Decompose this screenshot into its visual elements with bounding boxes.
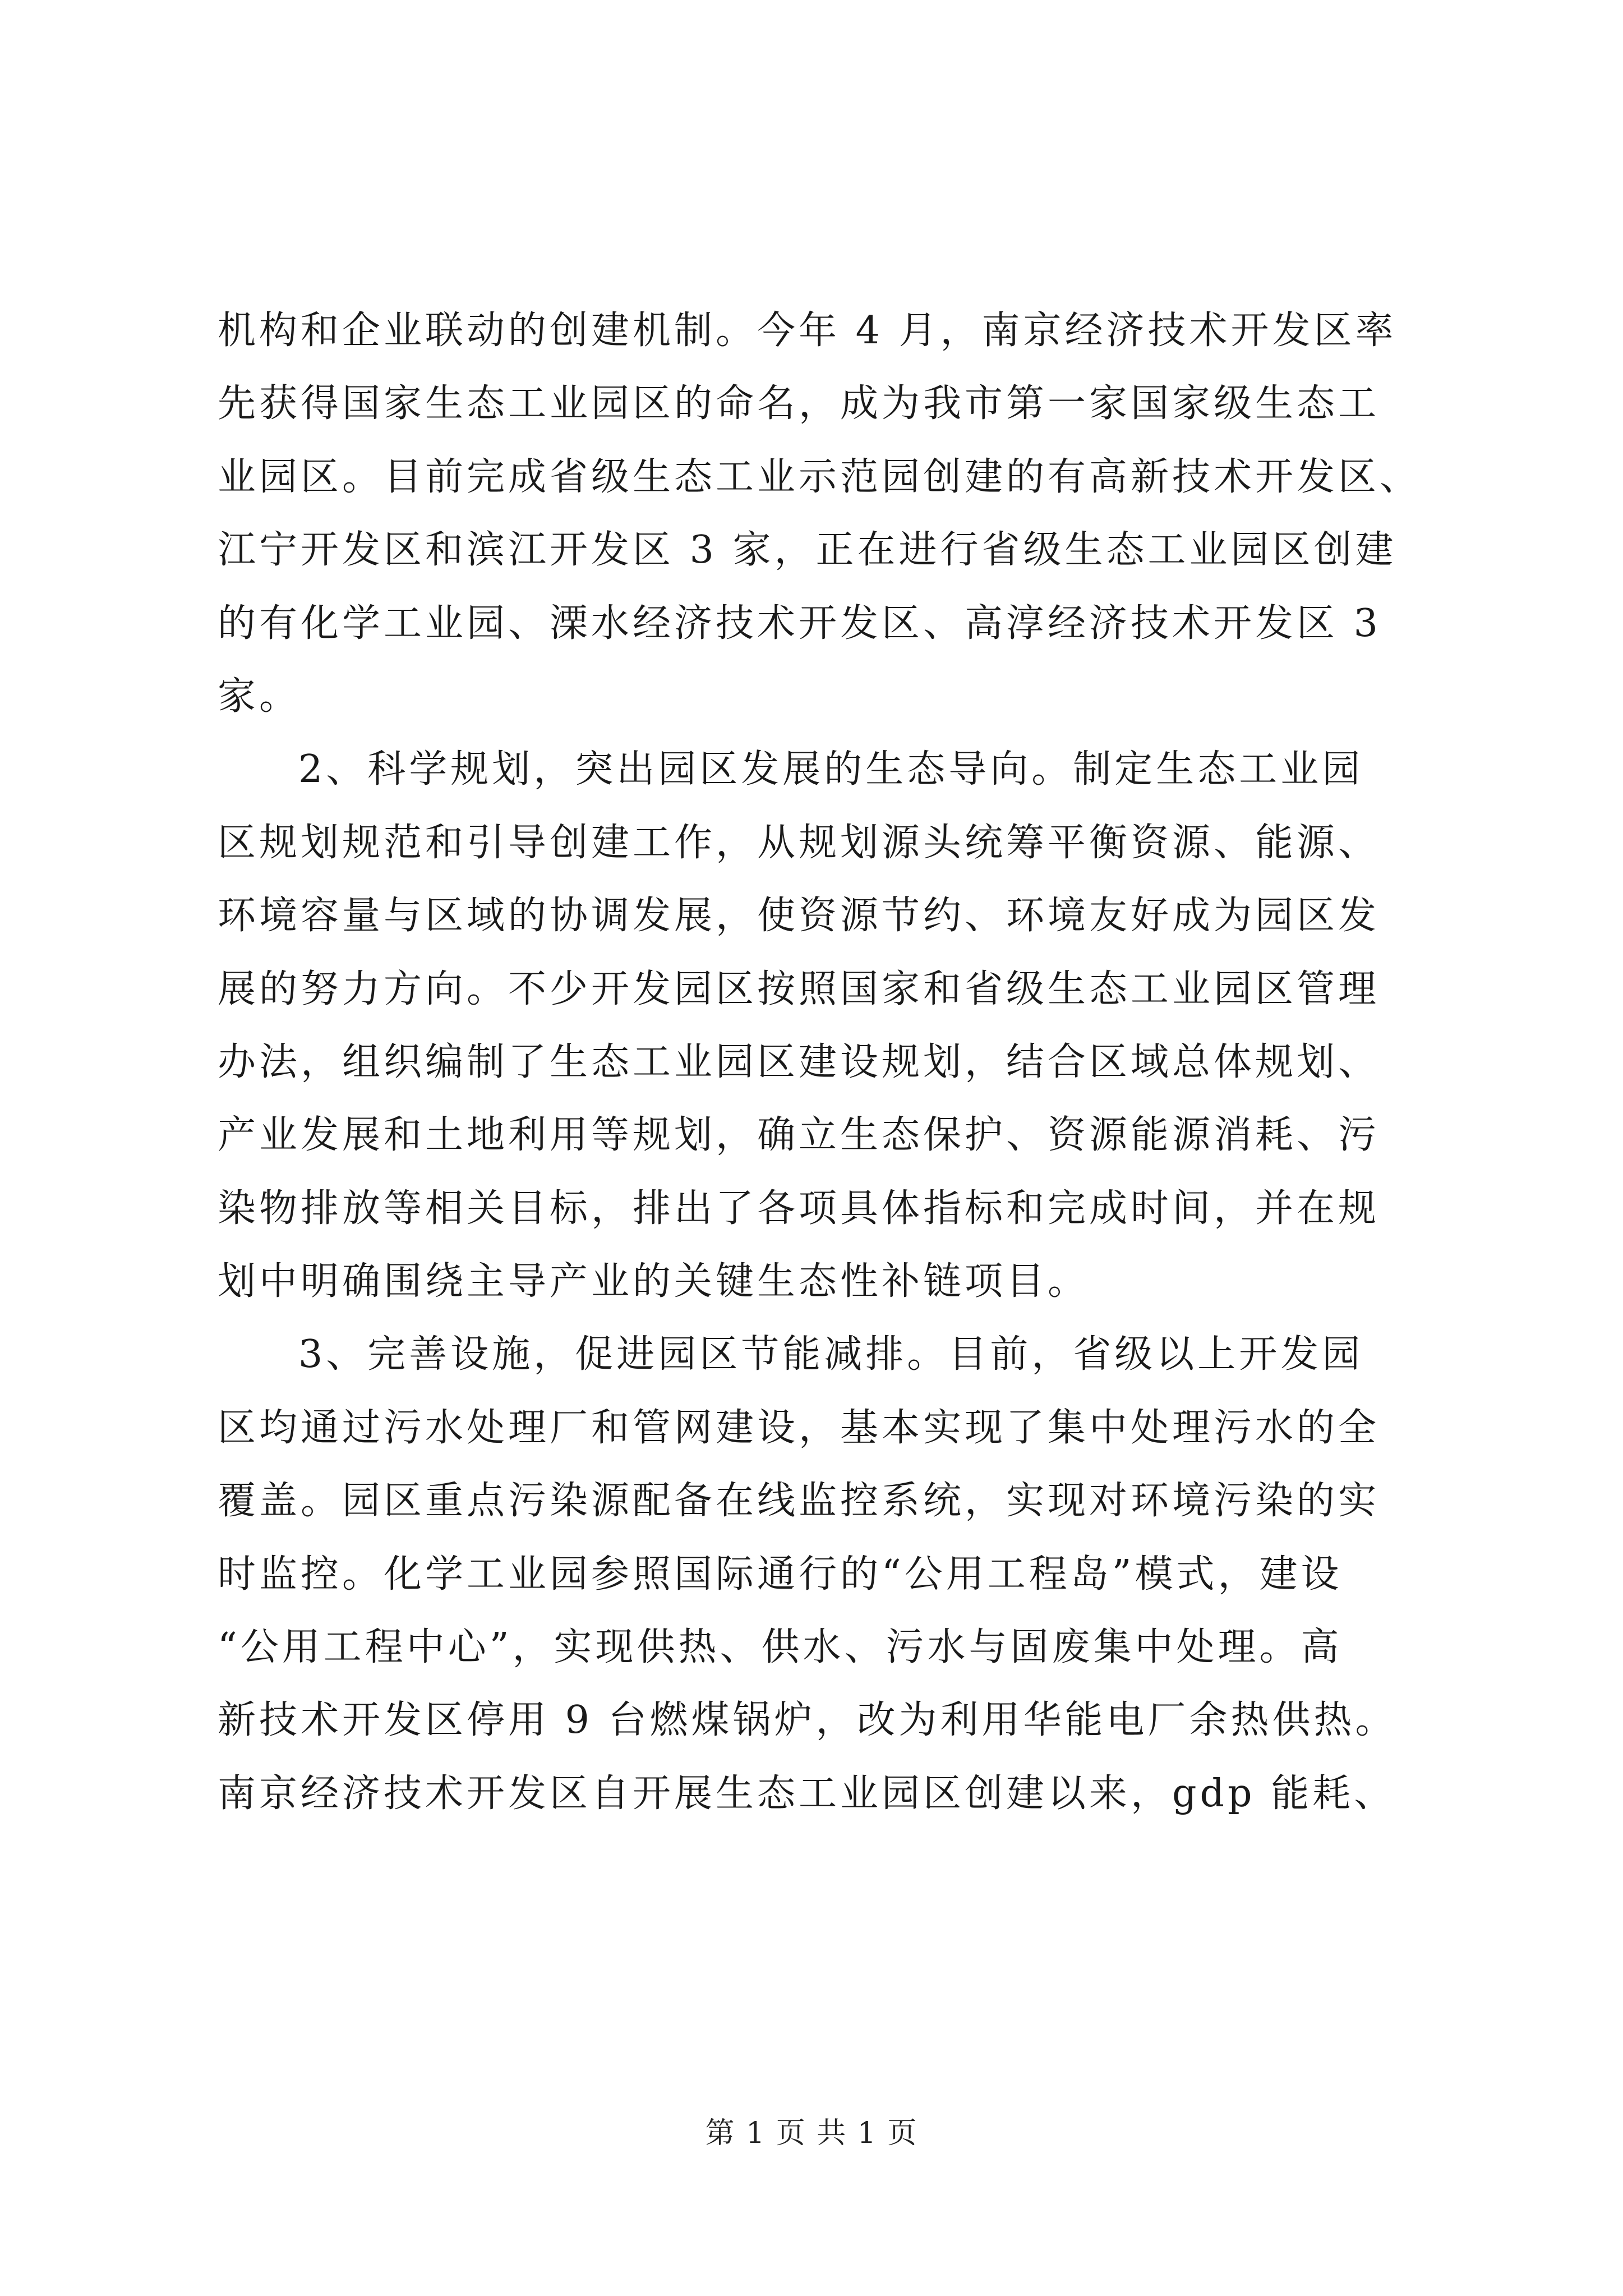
text-line: 先获得国家生态工业园区的命名，成为我市第一家国家级生态工 <box>218 381 1380 426</box>
document-body <box>218 295 1524 1830</box>
text-line: 产业发展和土地利用等规划，确立生态保护、资源能源消耗、污 <box>218 1113 1380 1158</box>
text-line: “公用工程中心”，实现供热、供水、污水与固废集中处理。高 <box>218 1625 1343 1670</box>
text-line: 办法，组织编制了生态工业园区建设规划，结合区域总体规划、 <box>218 1039 1380 1084</box>
text-line: 染物排放等相关目标，排出了各项具体指标和完成时间，并在规 <box>218 1186 1380 1231</box>
page-number-footer: 第 1 页 共 1 页 <box>705 2116 918 2150</box>
text-line: 区规划规范和引导创建工作，从规划源头统筹平衡资源、能源、 <box>218 820 1380 865</box>
text-line: 时监控。化学工业园参照国际通行的“公用工程岛”模式，建设 <box>218 1552 1343 1596</box>
paragraph-start-line: 3、完善设施，促进园区节能减排。目前，省级以上开发园 <box>298 1332 1364 1377</box>
text-line: 新技术开发区停用 9 台燃煤锅炉，改为利用华能电厂余热供热。 <box>218 1698 1397 1743</box>
text-line: 南京经济技术开发区自开展生态工业园区创建以来，gdp 能耗、 <box>218 1771 1396 1816</box>
text-line: 展的努力方向。不少开发园区按照国家和省级生态工业园区管理 <box>218 967 1380 1011</box>
text-line: 家。 <box>218 674 301 719</box>
text-line: 业园区。目前完成省级生态工业示范园创建的有高新技术开发区、 <box>218 454 1422 499</box>
text-line: 机构和企业联动的创建机制。今年 4 月，南京经济技术开发区率 <box>218 309 1397 353</box>
text-line: 的有化学工业园、溧水经济技术开发区、高淳经济技术开发区 3 <box>218 601 1381 646</box>
text-line: 划中明确围绕主导产业的关键生态性补链项目。 <box>218 1259 1090 1304</box>
text-line: 环境容量与区域的协调发展，使资源节约、环境友好成为园区发 <box>218 894 1380 938</box>
text-line: 区均通过污水处理厂和管网建设，基本实现了集中处理污水的全 <box>218 1405 1380 1450</box>
paragraph-start-line: 2、科学规划，突出园区发展的生态导向。制定生态工业园 <box>298 747 1364 792</box>
text-line: 覆盖。园区重点污染源配备在线监控系统，实现对环境污染的实 <box>218 1479 1380 1524</box>
text-line: 江宁开发区和滨江开发区 3 家，正在进行省级生态工业园区创建 <box>218 528 1397 573</box>
